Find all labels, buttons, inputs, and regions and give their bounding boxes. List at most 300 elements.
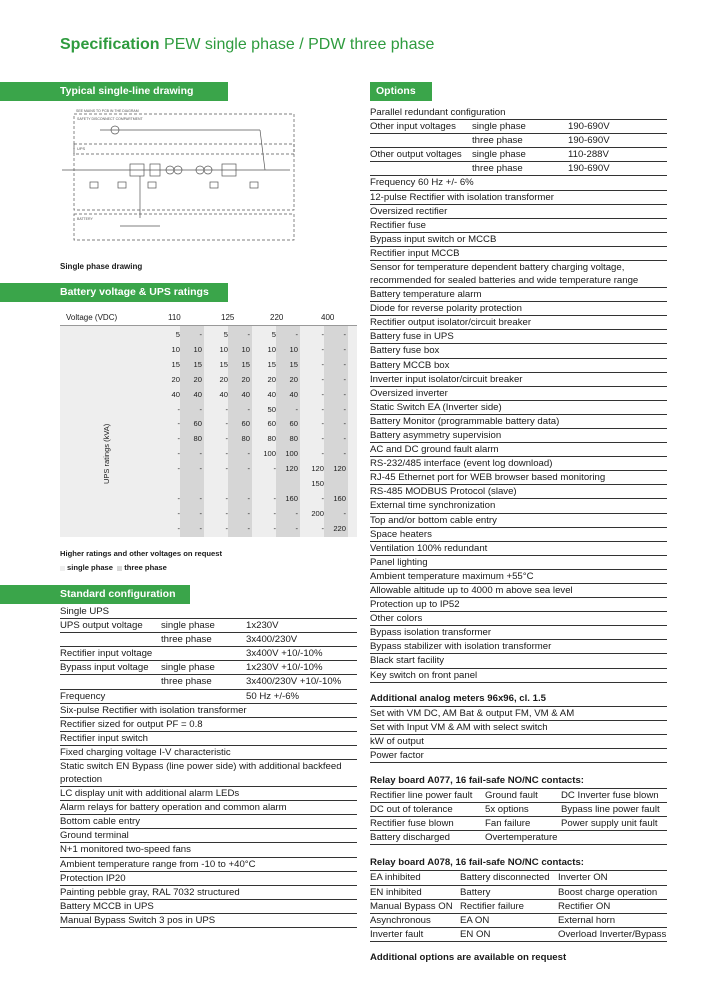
spec-row — [370, 233, 667, 247]
spec-label: Black start facility — [370, 655, 445, 667]
spec-row — [370, 457, 667, 471]
rating-cell: - — [343, 330, 346, 339]
drawing-svg — [60, 108, 298, 242]
relay_a078-cell: Asynchronous — [370, 914, 431, 926]
relay_a077-row — [370, 803, 667, 817]
single-line-drawing — [60, 108, 298, 242]
rating-cell: 5 — [175, 330, 180, 339]
spec-row — [60, 914, 357, 928]
rating-cell: 120 — [311, 464, 324, 474]
rating-cell: 15 — [267, 359, 276, 369]
ratings-table — [60, 310, 357, 537]
spec-row — [370, 302, 667, 316]
spec-row — [60, 801, 357, 815]
spec-label: Inverter input isolator/circuit breaker — [370, 373, 523, 385]
spec-row — [370, 612, 667, 626]
spec-label: Protection IP20 — [60, 872, 126, 884]
rating-cell: 20 — [193, 374, 202, 384]
relay_a078-cell: Rectifier ON — [558, 900, 611, 912]
rating-cell: - — [343, 374, 346, 384]
spec-label: LC display unit with additional alarm LEDs — [60, 788, 240, 800]
spacer — [370, 763, 667, 773]
rating-cell: - — [177, 493, 180, 503]
svg-text:UPS: UPS — [77, 146, 86, 151]
spec-label: Bypass input switch or MCCB — [370, 233, 497, 245]
rating-cell: 200 — [311, 508, 324, 518]
spec-row — [370, 106, 667, 120]
relay_a077-title: Relay board A077, 16 fail-safe NO/NC contacts: — [370, 773, 667, 789]
spec-row — [370, 499, 667, 513]
spec-sub: single phase — [161, 662, 215, 674]
spec-label: Top and/or bottom cable entry — [370, 514, 497, 526]
relay_a078-cell: Inverter ON — [558, 872, 608, 884]
rating-cell: - — [321, 359, 324, 369]
spec-label: Ambient temperature maximum +55°C — [370, 570, 534, 582]
spec-row — [370, 654, 667, 668]
relay_a077-cell: Rectifier line power fault — [370, 790, 473, 802]
relay_a077-cell: DC out of tolerance — [370, 804, 453, 816]
relay_a078-cell: EN inhibited — [370, 886, 422, 898]
section-bar-ratings: Battery voltage & UPS ratings — [0, 283, 228, 302]
spec-row — [370, 344, 667, 358]
rating-cell: 40 — [171, 389, 180, 399]
rating-cell: 10 — [219, 344, 228, 354]
spec-label: Panel lighting — [370, 556, 428, 568]
voltage-400: 400 — [321, 313, 335, 322]
rating-cell: 160 — [333, 493, 346, 503]
spec-row — [370, 205, 667, 219]
spec-sub: three phase — [472, 163, 523, 175]
relay_a078-cell: EN ON — [460, 928, 491, 940]
spec-row — [60, 900, 357, 914]
rating-cell: 60 — [267, 419, 276, 429]
analog-row — [370, 749, 667, 763]
rating-cell: - — [273, 523, 276, 533]
relay_a077-cell: Power supply unit fault — [561, 818, 658, 830]
rating-cell: - — [199, 330, 202, 339]
spec-label: Oversized inverter — [370, 387, 448, 399]
analog-row — [370, 735, 667, 749]
relay_a078-title: Relay board A078, 16 fail-safe NO/NC contacts: — [370, 855, 667, 871]
spec-label: External time synchronization — [370, 500, 496, 512]
rating-cell: - — [321, 374, 324, 384]
spec-label: Other input voltages — [370, 121, 456, 133]
spec-row — [60, 872, 357, 886]
spec-label: Bottom cable entry — [60, 816, 140, 828]
spec-row — [370, 415, 667, 429]
rating-cell: 20 — [289, 374, 298, 384]
relay_a078-cell: Battery — [460, 886, 491, 898]
spec-row — [370, 387, 667, 401]
standard-config-list — [60, 605, 357, 928]
spec-label: Ground terminal — [60, 830, 129, 842]
rating-cell: - — [343, 389, 346, 399]
rating-cell: 20 — [267, 374, 276, 384]
spec-row — [370, 288, 667, 302]
rating-cell: - — [247, 523, 250, 533]
spec-label: Ventilation 100% redundant — [370, 542, 488, 554]
spec-label: RS-232/485 interface (event log download) — [370, 458, 553, 470]
page-title — [60, 36, 434, 54]
relay_a078-row — [370, 886, 667, 900]
rating-cell: 10 — [171, 344, 180, 354]
rating-cell: 5 — [223, 330, 228, 339]
spec-row — [370, 485, 667, 499]
rating-cell: - — [247, 449, 250, 459]
spec-label: Battery fuse box — [370, 345, 440, 357]
relay_a078-cell: Overload Inverter/Bypass — [558, 928, 667, 940]
spec-label: Parallel redundant configuration — [370, 107, 506, 118]
spec-label: AC and DC ground fault alarm — [370, 444, 499, 456]
spec-value: 190-690V — [568, 135, 610, 147]
spec-label: Alarm relays for battery operation and common alarm — [60, 802, 287, 814]
spec-label: Battery MCCB in UPS — [60, 900, 154, 912]
relay_a078-cell: Battery disconnected — [460, 872, 550, 884]
spec-label: RS-485 MODBUS Protocol (slave) — [370, 486, 517, 498]
rating-cell: 10 — [267, 344, 276, 354]
analog-row — [370, 707, 667, 721]
rating-cell: - — [177, 404, 180, 414]
spec-row — [60, 858, 357, 872]
rating-cell: 20 — [241, 374, 250, 384]
rating-cell: - — [321, 434, 324, 444]
title-rest: PEW single phase / PDW three phase — [159, 36, 435, 53]
section-bar-options: Options — [370, 82, 432, 101]
legend-swatch-single — [60, 566, 65, 571]
spec-row — [370, 471, 667, 485]
spec-row — [370, 120, 667, 134]
spec-row — [60, 760, 357, 787]
spec-label: Manual Bypass Switch 3 pos in UPS — [60, 914, 216, 926]
spec-row — [60, 829, 357, 843]
spec-row — [370, 598, 667, 612]
spec-sub: single phase — [472, 121, 526, 133]
rating-cell: - — [177, 449, 180, 459]
spec-row — [370, 429, 667, 443]
spec-sub: three phase — [161, 634, 212, 646]
relay_a078-cell: Boost charge operation — [558, 886, 658, 898]
spec-row — [60, 732, 357, 746]
rating-cell: 80 — [267, 434, 276, 444]
spec-label: Other colors — [370, 613, 423, 625]
spec-label: Bypass input voltage — [60, 662, 149, 674]
spec-label: Rectifier input MCCB — [370, 247, 460, 259]
title-bold: Specification — [60, 36, 160, 53]
spec-row — [370, 570, 667, 584]
rating-cell: 50 — [267, 404, 276, 414]
spec-label: Space heaters — [370, 528, 432, 540]
spec-sub: three phase — [472, 135, 523, 147]
relay_a078-cell: External horn — [558, 914, 616, 926]
rating-cell: 40 — [219, 389, 228, 399]
rating-cell: - — [225, 523, 228, 533]
spec-row — [370, 176, 667, 190]
analog-title: Additional analog meters 96x96, cl. 1.5 — [370, 691, 667, 707]
spec-row — [370, 584, 667, 598]
rating-cell: 40 — [267, 389, 276, 399]
legend-swatch-three — [117, 566, 122, 571]
spec-value: 3x400/230V — [246, 634, 298, 646]
spec-row — [370, 528, 667, 542]
voltage-220: 220 — [270, 313, 284, 322]
diagram-caption: Single phase drawing — [60, 262, 143, 271]
ratings-grid — [60, 326, 357, 537]
rating-cell: 120 — [333, 464, 346, 474]
rating-cell: 15 — [241, 359, 250, 369]
voltage-header-label: Voltage (VDC) — [66, 313, 118, 322]
spec-label: Battery Monitor (programmable battery data) — [370, 415, 560, 427]
rating-cell: - — [225, 404, 228, 414]
rating-cell: - — [343, 508, 346, 518]
spec-row — [370, 247, 667, 261]
spec-label: Rectifier input voltage — [60, 648, 153, 660]
spec-row — [370, 148, 667, 162]
relay_a077-cell: Battery discharged — [370, 832, 450, 844]
ratings-legend — [60, 563, 167, 572]
rating-cell: 60 — [193, 419, 202, 429]
spec-row — [370, 134, 667, 148]
rating-cell: - — [177, 523, 180, 533]
rating-cell: - — [343, 359, 346, 369]
relay_a077-cell: Overtemperature — [485, 832, 558, 844]
spec-row — [60, 704, 357, 718]
options-list — [370, 106, 667, 963]
rating-cell: - — [295, 508, 298, 518]
rating-cell: 40 — [241, 389, 250, 399]
rating-cell: 40 — [193, 389, 202, 399]
rating-cell: 15 — [171, 359, 180, 369]
spec-value: 190-690V — [568, 121, 610, 133]
rating-cell: 100 — [285, 449, 298, 459]
rating-cell: 80 — [289, 434, 298, 444]
spec-label: 12-pulse Rectifier with isolation transformer — [370, 191, 554, 203]
relay_a077-cell: Ground fault — [485, 790, 538, 802]
spec-value: 3x400V +10/-10% — [246, 648, 323, 660]
rating-cell: 5 — [271, 330, 276, 339]
rating-cell: 150 — [311, 479, 324, 488]
spec-label: Rectifier output isolator/circuit breaker — [370, 317, 532, 329]
spec-row — [370, 443, 667, 457]
spec-label: Oversized rectifier — [370, 205, 448, 217]
rating-cell: - — [295, 523, 298, 533]
relay_a078-cell: EA ON — [460, 914, 490, 926]
rating-cell: 40 — [289, 389, 298, 399]
spec-label: Other output voltages — [370, 149, 462, 161]
rating-cell: - — [247, 508, 250, 518]
rating-cell: 15 — [193, 359, 202, 369]
rating-cell: - — [343, 344, 346, 354]
spec-value: 50 Hz +/-6% — [246, 690, 300, 702]
spec-label: Battery MCCB box — [370, 359, 450, 371]
rating-cell: - — [273, 464, 276, 474]
section-bar-drawing: Typical single-line drawing — [0, 82, 228, 101]
spec-row — [60, 690, 357, 704]
spec-row — [370, 191, 667, 205]
footer-note: Additional options are available on request — [370, 951, 567, 963]
ratings-header — [60, 310, 357, 326]
rating-cell: 10 — [193, 344, 202, 354]
rating-cell: - — [225, 493, 228, 503]
analog-row — [370, 721, 667, 735]
analog-label: kW of output — [370, 735, 424, 747]
spec-label: Key switch on front panel — [370, 669, 478, 681]
rating-cell: 15 — [219, 359, 228, 369]
spec-row — [370, 640, 667, 654]
spec-label: Bypass isolation transformer — [370, 627, 492, 639]
rating-cell: 60 — [289, 419, 298, 429]
rating-cell: - — [295, 404, 298, 414]
spec-row — [60, 843, 357, 857]
spec-row — [60, 661, 357, 675]
analog-label: Power factor — [370, 749, 424, 761]
relay_a077-row — [370, 817, 667, 831]
rating-cell: - — [321, 389, 324, 399]
spec-row — [370, 330, 667, 344]
rating-cell: - — [247, 330, 250, 339]
spec-label: Frequency 60 Hz +/- 6% — [370, 177, 474, 189]
rating-cell: 60 — [241, 419, 250, 429]
rating-cell: - — [225, 419, 228, 429]
rating-cell: - — [343, 449, 346, 459]
svg-text:BATTERY: BATTERY — [77, 217, 93, 221]
relay_a078-row — [370, 900, 667, 914]
rating-cell: - — [199, 508, 202, 518]
spec-label: Static switch EN Bypass (line power side) with additional backfeed protection — [60, 761, 342, 786]
rating-cell: - — [247, 404, 250, 414]
spec-label: Bypass stabilizer with isolation transformer — [370, 641, 552, 653]
spec-sub: three phase — [161, 676, 212, 688]
rating-cell: - — [177, 508, 180, 518]
rating-cell: - — [247, 493, 250, 503]
rating-cell: 80 — [241, 434, 250, 444]
rating-cell: - — [199, 493, 202, 503]
spec-value: 110-288V — [568, 149, 609, 161]
rating-cell: 220 — [333, 523, 346, 533]
rating-cell: - — [177, 464, 180, 474]
spec-row — [60, 647, 357, 661]
spec-label: Static Switch EA (Inverter side) — [370, 401, 502, 413]
relay_a077-cell: Bypass line power fault — [561, 804, 660, 816]
analog-label: Set with VM DC, AM Bat & output FM, VM & AM — [370, 707, 575, 719]
spec-row — [370, 556, 667, 570]
rating-cell: - — [225, 434, 228, 444]
spacer — [370, 942, 667, 952]
spec-row — [60, 619, 357, 633]
rating-cell: 15 — [289, 359, 298, 369]
rating-cell: - — [295, 330, 298, 339]
rating-cell: 120 — [285, 464, 298, 474]
spec-row — [370, 373, 667, 387]
spec-row — [370, 261, 667, 288]
spec-label: Battery asymmetry supervision — [370, 429, 502, 441]
spec-row — [60, 633, 357, 647]
spec-row — [60, 605, 357, 619]
spec-row — [370, 626, 667, 640]
rating-cell: 80 — [193, 434, 202, 444]
spec-value: 1x230V +10/-10% — [246, 662, 323, 674]
rating-cell: - — [343, 404, 346, 414]
rating-cell: - — [177, 419, 180, 429]
rating-cell: 20 — [171, 374, 180, 384]
rating-cell: - — [225, 508, 228, 518]
voltage-125: 125 — [221, 313, 235, 322]
spec-label: Rectifier sized for output PF = 0.8 — [60, 718, 203, 730]
spec-label: Battery fuse in UPS — [370, 331, 454, 343]
spec-label: Protection up to IP52 — [370, 599, 460, 611]
relay_a078-cell: Inverter fault — [370, 928, 424, 940]
rating-cell: - — [321, 419, 324, 429]
spec-sub: single phase — [472, 149, 526, 161]
spec-label: Battery temperature alarm — [370, 289, 482, 301]
spec-label: Sensor for temperature dependent battery charging voltage, recommended for sealed batteries and wide temperature range — [370, 262, 639, 287]
ratings-note: Higher ratings and other voltages on request — [60, 549, 223, 558]
rating-cell: - — [247, 464, 250, 474]
voltage-110: 110 — [168, 313, 181, 322]
rating-cell: 100 — [263, 449, 276, 459]
spec-row — [370, 542, 667, 556]
spec-row — [60, 746, 357, 760]
spec-label: Rectifier input switch — [60, 732, 148, 744]
rating-cell: - — [225, 449, 228, 459]
rating-cell: - — [177, 434, 180, 444]
relay_a077-cell: Rectifier fuse blown — [370, 818, 454, 830]
section-bar-standard: Standard configuration — [0, 585, 190, 604]
rating-cell: - — [199, 449, 202, 459]
spec-value: 3x400/230V +10/-10% — [246, 676, 342, 688]
rating-cell: - — [225, 464, 228, 474]
spec-label: N+1 monitored two-speed fans — [60, 844, 191, 856]
relay_a077-row — [370, 789, 667, 803]
relay_a078-row — [370, 871, 667, 885]
spec-label: UPS output voltage — [60, 620, 143, 632]
svg-text:SEE MAINS TO PCB IN THE DIAGRA: SEE MAINS TO PCB IN THE DIAGRAM — [76, 109, 139, 113]
spec-row — [370, 514, 667, 528]
rating-cell: - — [321, 493, 324, 503]
rating-cell: 10 — [289, 344, 298, 354]
rating-cell: - — [273, 493, 276, 503]
relay_a077-cell: 5x options — [485, 804, 529, 816]
rating-cell: - — [321, 449, 324, 459]
spec-row — [370, 219, 667, 233]
spec-row — [60, 718, 357, 732]
spec-value: 190-690V — [568, 163, 610, 175]
relay_a078-cell: EA inhibited — [370, 872, 421, 884]
spec-label: Single UPS — [60, 606, 110, 617]
spec-label: Rectifier fuse — [370, 219, 426, 231]
ratings-axis-label: UPS ratings (kVA) — [102, 423, 111, 484]
spec-label: Painting pebble gray, RAL 7032 structured — [60, 886, 240, 898]
spec-row — [60, 886, 357, 900]
spec-row — [370, 669, 667, 683]
rating-cell: - — [273, 508, 276, 518]
spec-value: 1x230V — [246, 620, 279, 632]
rating-cell: - — [343, 434, 346, 444]
spec-row — [60, 675, 357, 689]
spec-label: RJ-45 Ethernet port for WEB browser based monitoring — [370, 472, 606, 484]
spec-label: Diode for reverse polarity protection — [370, 303, 522, 315]
relay_a077-row — [370, 831, 667, 845]
rating-cell: - — [343, 419, 346, 429]
spec-label: Ambient temperature range from -10 to +40°C — [60, 858, 256, 870]
relay_a078-row — [370, 914, 667, 928]
rating-cell: - — [321, 404, 324, 414]
spec-row — [370, 401, 667, 415]
rating-cell: - — [199, 404, 202, 414]
spacer — [370, 845, 667, 855]
rating-cell: - — [321, 344, 324, 354]
spec-row — [60, 815, 357, 829]
svg-text:SAFETY DISCONNECT COMPARTMENT: SAFETY DISCONNECT COMPARTMENT — [77, 117, 143, 121]
